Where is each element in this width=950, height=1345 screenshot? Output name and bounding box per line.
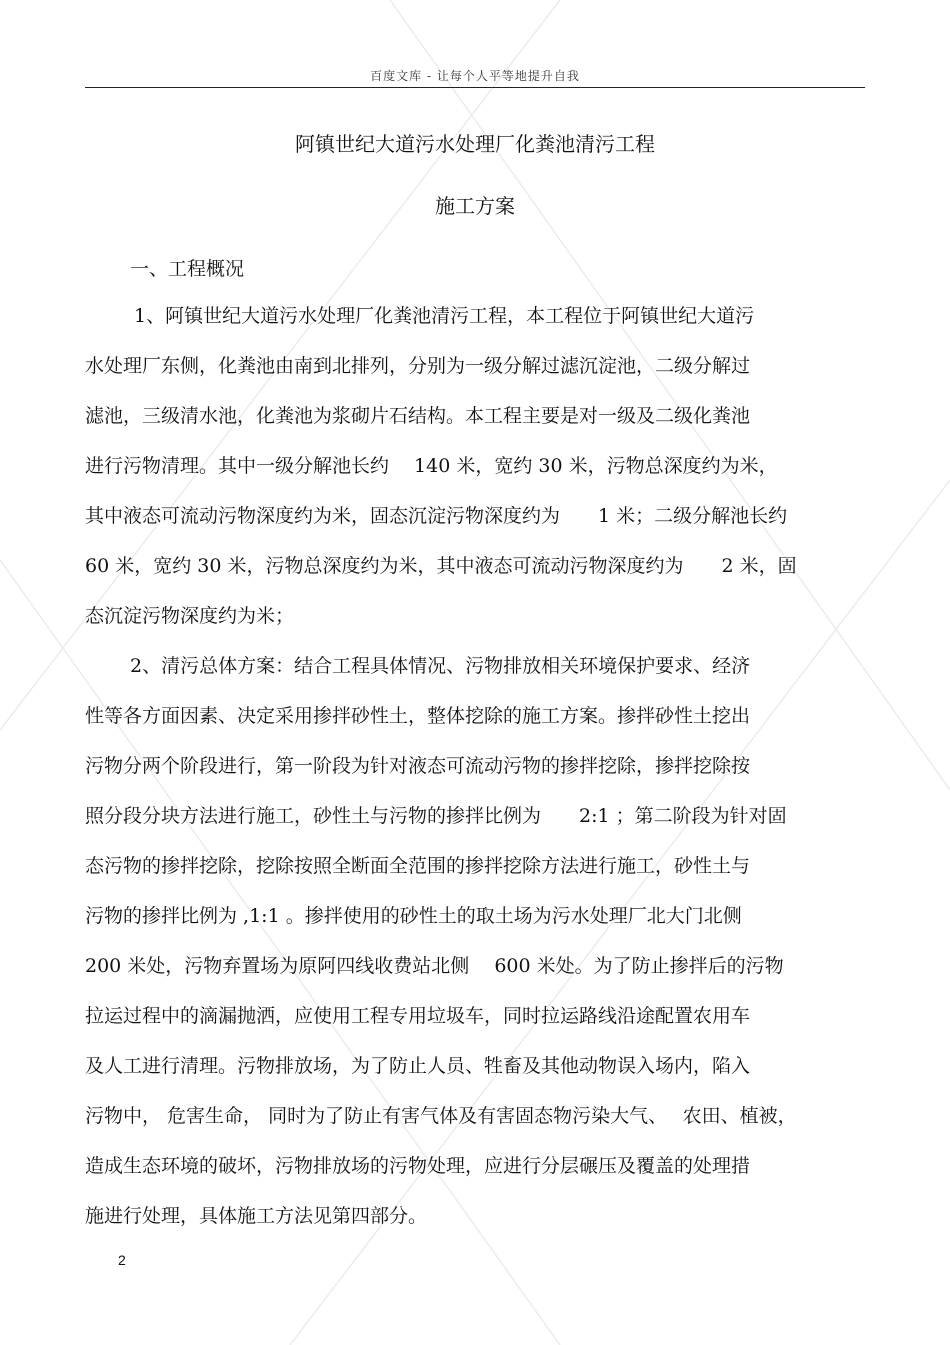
header-text: 百度文库 - 让每个人平等地提升自我 [370, 69, 580, 83]
text-line: 污物的掺拌比例为 ,1:1 。掺拌使用的砂性土的取土场为污水处理厂北大门北侧 [85, 905, 742, 927]
text-line: 及人工进行清理。污物排放场，为了防止人员、牲畜及其他动物误入场内，陷入 [85, 1055, 751, 1077]
page-header [85, 62, 865, 88]
section-heading: 一、工程概况 [130, 258, 245, 280]
text-line: 进行污物清理。其中一级分解池长约 140 米，宽约 30 米，污物总深度约为米， [85, 455, 778, 477]
text-line: 态污物的掺拌挖除，挖除按照全断面全范围的掺拌挖除方法进行施工，砂性土与 [85, 855, 751, 877]
document-subtitle: 施工方案 [435, 194, 515, 218]
text-line: 施进行处理，具体施工方法见第四部分。 [85, 1205, 428, 1227]
text-line: 水处理厂东侧，化粪池由南到北排列，分别为一级分解过滤沉淀池，二级分解过 [85, 355, 751, 377]
text-line: 200 米处，污物弃置场为原阿四线收费站北侧 600 米处。为了防止掺拌后的污物 [85, 955, 784, 977]
text-line: 其中液态可流动污物深度约为米，固态沉淀污物深度约为 1 米；二级分解池长约 [85, 505, 788, 527]
text-line: 态沉淀污物深度约为米； [85, 605, 295, 627]
text-line: 污物中， 危害生命， 同时为了防止有害气体及有害固态物污染大气、 农田、植被， [85, 1105, 797, 1127]
text-line: 污物分两个阶段进行，第一阶段为针对液态可流动污物的掺拌挖除，掺拌挖除按 [85, 755, 751, 777]
text-line: 造成生态环境的破坏，污物排放场的污物处理，应进行分层碾压及覆盖的处理措 [85, 1155, 751, 1177]
text-line: 滤池，三级清水池，化粪池为浆砌片石结构。本工程主要是对一级及二级化粪池 [85, 405, 751, 427]
document-title: 阿镇世纪大道污水处理厂化粪池清污工程 [295, 132, 655, 156]
text-line: 1、阿镇世纪大道污水处理厂化粪池清污工程，本工程位于阿镇世纪大道污 [134, 305, 755, 327]
text-line: 60 米，宽约 30 米，污物总深度约为米，其中液态可流动污物深度约为 2 米，固 [85, 555, 797, 577]
text-line: 拉运过程中的滴漏抛洒，应使用工程专用垃圾车，同时拉运路线沿途配置农用车 [85, 1005, 751, 1027]
text-line: 2、清污总体方案：结合工程具体情况、污物排放相关环境保护要求、经济 [130, 655, 751, 677]
text-line: 照分段分块方法进行施工，砂性土与污物的掺拌比例为 2:1 ；第二阶段为针对固 [85, 805, 787, 827]
text-line: 性等各方面因素、决定采用掺拌砂性土，整体挖除的施工方案。掺拌砂性土挖出 [85, 705, 751, 727]
page-number: 2 [118, 1252, 126, 1268]
